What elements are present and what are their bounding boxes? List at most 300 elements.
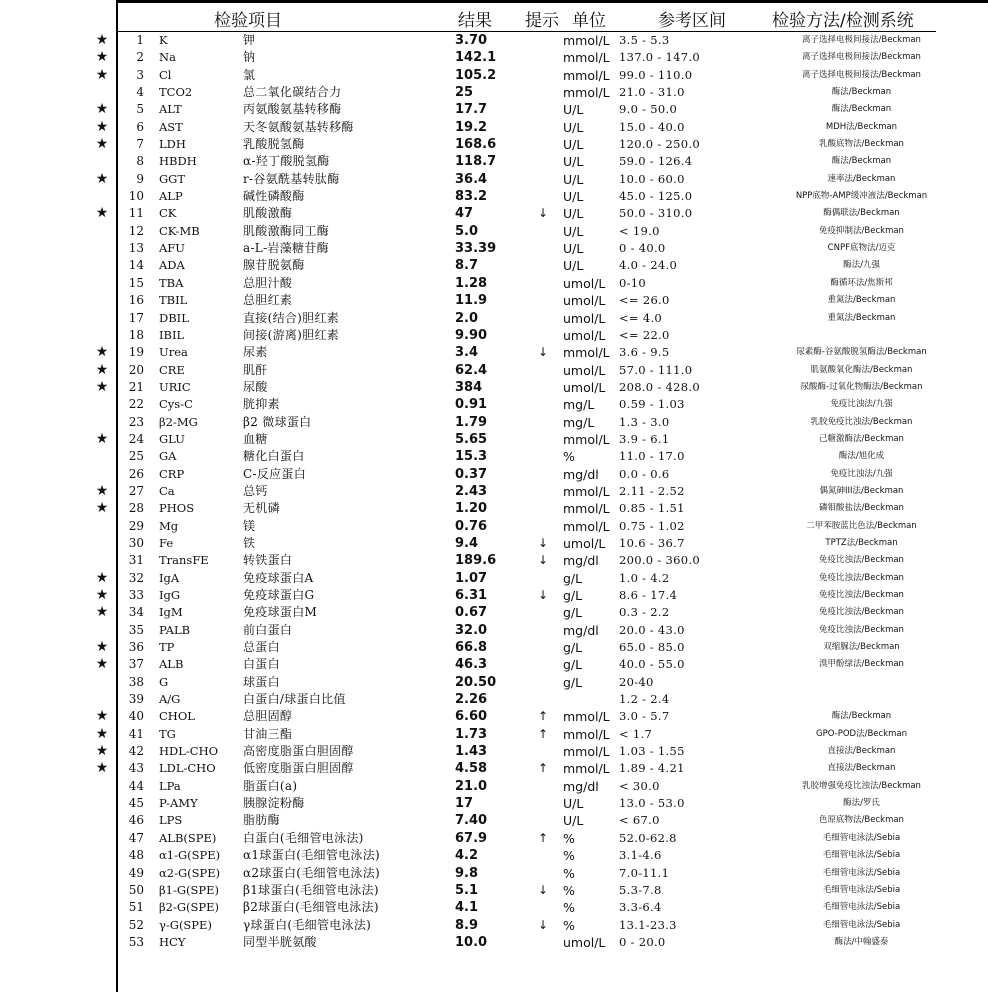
reference-range: 3.0 - 5.7 xyxy=(619,709,670,724)
unit: umol/L xyxy=(563,934,606,950)
table-row xyxy=(0,292,988,309)
row-number: 45 xyxy=(128,796,144,811)
result-value: 1.73 xyxy=(455,726,488,742)
test-code: Mg xyxy=(159,518,179,533)
table-row xyxy=(0,153,988,170)
test-code: HCY xyxy=(159,934,186,949)
test-code: Cl xyxy=(159,67,172,82)
row-number: 20 xyxy=(128,362,144,377)
method: 双缩脲法/Beckman xyxy=(823,642,900,653)
abnormal-flag: ↓ xyxy=(538,535,549,550)
priority-star-icon: ★ xyxy=(95,430,109,447)
table-row xyxy=(0,310,988,327)
test-name: 转铁蛋白 xyxy=(243,553,293,568)
priority-star-icon: ★ xyxy=(95,482,109,499)
unit: % xyxy=(563,449,575,465)
row-number: 1 xyxy=(136,33,144,47)
table-row xyxy=(0,656,988,673)
method: 免疫抑制法/Beckman xyxy=(819,225,904,236)
result-value: 6.31 xyxy=(455,588,488,603)
unit: mg/L xyxy=(563,397,595,413)
abnormal-flag: ↓ xyxy=(538,206,549,221)
priority-star-icon: ★ xyxy=(95,500,109,517)
row-number: 52 xyxy=(128,917,144,932)
method: 酶偶联法/Beckman xyxy=(823,208,900,219)
header-result: 结果 xyxy=(458,11,492,31)
row-number: 19 xyxy=(128,345,144,360)
test-name: 总胆汁酸 xyxy=(243,275,293,290)
result-value: 47 xyxy=(455,206,474,222)
unit: mmol/L xyxy=(563,431,610,447)
method: 肌氨酸氧化酶法/Beckman xyxy=(810,364,913,375)
unit: U/L xyxy=(563,119,584,135)
test-name: 天冬氨酸氨基转移酶 xyxy=(243,119,354,134)
method: 酶法/Beckman xyxy=(831,104,892,115)
reference-range: 3.3-6.4 xyxy=(619,900,662,915)
row-number: 3 xyxy=(136,67,144,82)
test-code: IBIL xyxy=(159,327,185,342)
test-name: r-谷氨酰基转肽酶 xyxy=(243,171,340,186)
method: 酶法/九强 xyxy=(843,260,880,271)
reference-range: 0 - 20.0 xyxy=(619,934,666,949)
reference-range: < 1.7 xyxy=(619,726,653,741)
reference-range: 208.0 - 428.0 xyxy=(619,379,700,394)
unit: U/L xyxy=(563,154,584,170)
row-number: 15 xyxy=(128,275,144,290)
reference-range: < 19.0 xyxy=(619,223,660,238)
abnormal-flag: ↑ xyxy=(538,709,549,724)
reference-range: 15.0 - 40.0 xyxy=(619,119,685,134)
unit: % xyxy=(563,900,575,916)
test-code: LDL-CHO xyxy=(159,761,216,776)
row-number: 7 xyxy=(136,137,144,152)
result-value: 1.43 xyxy=(455,744,488,760)
unit: umol/L xyxy=(563,275,606,291)
priority-star-icon: ★ xyxy=(95,656,109,673)
priority-star-icon: ★ xyxy=(95,101,109,118)
abnormal-flag: ↓ xyxy=(538,588,549,602)
header-method: 检验方法/检测系统 xyxy=(772,11,914,31)
test-name: 脂肪酶 xyxy=(243,813,280,828)
reference-range: 3.9 - 6.1 xyxy=(619,431,670,446)
method: GPO-POD法/Beckman xyxy=(816,728,907,739)
priority-star-icon: ★ xyxy=(95,708,109,725)
table-row xyxy=(0,483,988,500)
row-number: 47 xyxy=(128,830,144,845)
test-code: K xyxy=(159,33,168,47)
row-number: 11 xyxy=(128,206,144,221)
result-value: 168.6 xyxy=(455,137,497,153)
test-name: 总蛋白 xyxy=(243,640,280,655)
test-code: TG xyxy=(159,726,176,741)
unit: umol/L xyxy=(563,362,606,378)
test-code: β2-G(SPE) xyxy=(159,900,220,915)
method: 毛细管电泳法/Sebia xyxy=(822,832,901,843)
test-code: HDL-CHO xyxy=(159,744,219,759)
table-row xyxy=(0,587,988,604)
abnormal-flag: ↑ xyxy=(538,830,549,845)
row-number: 9 xyxy=(136,171,144,186)
test-code: A/G xyxy=(159,692,181,707)
priority-star-icon: ★ xyxy=(95,170,109,187)
row-number: 50 xyxy=(128,882,144,897)
table-row xyxy=(0,379,988,396)
unit: mmol/L xyxy=(563,518,610,534)
test-code: LPa xyxy=(159,778,181,793)
test-code: Cys-C xyxy=(159,397,193,412)
result-value: 0.67 xyxy=(455,605,488,621)
result-value: 6.60 xyxy=(455,709,488,725)
table-row xyxy=(0,205,988,222)
unit: U/L xyxy=(563,796,584,812)
row-number: 29 xyxy=(128,518,144,533)
reference-range: 52.0-62.8 xyxy=(619,830,677,845)
priority-star-icon: ★ xyxy=(95,361,109,378)
result-value: 17.7 xyxy=(455,102,488,118)
method: 免疫比浊法/Beckman xyxy=(819,590,904,600)
abnormal-flag: ↓ xyxy=(538,917,549,932)
test-name: 球蛋白 xyxy=(243,674,280,689)
table-row xyxy=(0,414,988,431)
test-code: GA xyxy=(159,449,177,464)
result-value: 17 xyxy=(455,796,474,812)
row-number: 14 xyxy=(128,258,144,273)
table-row xyxy=(0,847,988,864)
test-code: CK xyxy=(159,206,177,221)
result-value: 0.91 xyxy=(455,397,488,413)
table-row xyxy=(0,830,988,847)
method: 酶法/Beckman xyxy=(831,156,892,167)
test-name: 乳酸脱氢酶 xyxy=(243,137,305,152)
table-row xyxy=(0,101,988,118)
priority-star-icon: ★ xyxy=(95,136,109,153)
row-number: 41 xyxy=(128,726,144,741)
unit: mmol/L xyxy=(563,709,610,725)
unit: umol/L xyxy=(563,293,606,309)
table-row xyxy=(0,396,988,413)
method: 毛细管电泳法/Sebia xyxy=(822,884,901,895)
method: 重氮法/Beckman xyxy=(827,295,896,306)
unit: % xyxy=(563,917,575,933)
unit: mmol/L xyxy=(563,345,610,361)
result-value: 67.9 xyxy=(455,830,488,846)
reference-range: 7.0-11.1 xyxy=(619,865,670,880)
method: 速率法/Beckman xyxy=(827,173,896,184)
unit: % xyxy=(563,882,575,898)
row-number: 51 xyxy=(128,900,144,915)
test-name: 尿酸 xyxy=(243,379,268,394)
test-name: 氯 xyxy=(243,67,256,82)
table-row xyxy=(0,240,988,257)
reference-range: 13.0 - 53.0 xyxy=(619,796,685,811)
result-value: 142.1 xyxy=(455,50,497,66)
test-code: URIC xyxy=(159,379,191,394)
priority-star-icon: ★ xyxy=(95,587,109,603)
result-value: 3.4 xyxy=(455,345,479,361)
method: 直接法/Beckman xyxy=(827,746,896,757)
method: 乳胶免疫比浊法/Beckman xyxy=(810,416,913,427)
unit: U/L xyxy=(563,813,584,829)
table-row xyxy=(0,778,988,795)
result-value: 36.4 xyxy=(455,171,488,187)
test-code: TBA xyxy=(159,275,184,290)
result-value: 2.26 xyxy=(455,692,488,708)
test-code: CK-MB xyxy=(159,223,200,238)
method: 酶法/旭化成 xyxy=(838,451,885,462)
header-hint: 提示 xyxy=(525,11,559,31)
row-number: 28 xyxy=(128,501,144,516)
result-value: 4.2 xyxy=(455,848,479,864)
method: 免疫比浊法/Beckman xyxy=(819,624,904,635)
row-number: 44 xyxy=(128,778,144,793)
unit: U/L xyxy=(563,102,584,118)
method: 免疫比浊法/Beckman xyxy=(819,607,904,618)
test-name: a-L-岩藻糖苷酶 xyxy=(243,241,329,256)
reference-range: 4.0 - 24.0 xyxy=(619,258,678,273)
table-row xyxy=(0,257,988,274)
method: 尿酸酶-过氧化物酶法/Beckman xyxy=(800,381,923,392)
reference-range: 20.0 - 43.0 xyxy=(619,622,685,637)
table-row xyxy=(0,119,988,136)
results-table xyxy=(0,32,988,951)
unit: mg/dl xyxy=(563,622,599,638)
test-code: IgA xyxy=(159,570,180,585)
priority-star-icon: ★ xyxy=(95,743,109,760)
test-name: 总二氧化碳结合力 xyxy=(243,85,342,100)
priority-star-icon: ★ xyxy=(95,118,109,135)
table-row xyxy=(0,431,988,448)
method: 酶法/Beckman xyxy=(831,87,892,98)
table-row xyxy=(0,275,988,292)
header-item: 检验项目 xyxy=(214,11,282,31)
table-row xyxy=(0,362,988,379)
table-row xyxy=(0,743,988,760)
row-number: 5 xyxy=(136,102,144,117)
unit: g/L xyxy=(563,570,583,586)
unit: umol/L xyxy=(563,379,606,395)
test-name: 甘油三酯 xyxy=(243,726,293,741)
test-code: CHOL xyxy=(159,709,195,724)
table-row xyxy=(0,171,988,188)
method: 毛细管电泳法/Sebia xyxy=(822,902,901,913)
test-name: β1球蛋白(毛细管电泳法) xyxy=(243,882,379,897)
row-number: 16 xyxy=(128,293,144,308)
row-number: 49 xyxy=(128,865,144,880)
method: 尿素酶-谷氨酸脱氢酶法/Beckman xyxy=(796,347,927,358)
test-name: 镁 xyxy=(243,518,256,533)
row-number: 43 xyxy=(128,761,144,776)
test-code: GGT xyxy=(159,171,186,186)
unit: g/L xyxy=(563,674,583,690)
test-code: α1-G(SPE) xyxy=(159,848,221,863)
priority-star-icon: ★ xyxy=(95,32,109,48)
method: 溴甲酚绿法/Beckman xyxy=(819,659,904,670)
result-value: 1.79 xyxy=(455,414,488,430)
result-value: 4.1 xyxy=(455,900,479,916)
table-row xyxy=(0,32,988,49)
row-number: 23 xyxy=(128,414,144,429)
test-name: α2球蛋白(毛细管电泳法) xyxy=(243,865,381,880)
reference-range: 11.0 - 17.0 xyxy=(619,449,685,464)
method: 免疫比浊法/Beckman xyxy=(819,555,904,566)
test-name: 总钙 xyxy=(243,483,268,498)
reference-range: 3.6 - 9.5 xyxy=(619,345,670,360)
reference-range: <= 4.0 xyxy=(619,310,663,325)
unit: g/L xyxy=(563,588,583,603)
test-name: 脂蛋白(a) xyxy=(243,778,298,793)
result-value: 5.0 xyxy=(455,223,479,239)
result-value: 5.1 xyxy=(455,882,479,898)
table-row xyxy=(0,67,988,84)
method: 色原底物法/Beckman xyxy=(819,815,904,826)
priority-star-icon: ★ xyxy=(95,760,109,777)
table-row xyxy=(0,136,988,153)
test-code: AFU xyxy=(159,241,185,256)
table-row xyxy=(0,639,988,656)
reference-range: 0.59 - 1.03 xyxy=(619,397,685,412)
priority-star-icon: ★ xyxy=(95,725,109,742)
test-code: β1-G(SPE) xyxy=(159,882,220,897)
unit: g/L xyxy=(563,657,583,673)
table-row xyxy=(0,49,988,66)
test-code: CRP xyxy=(159,466,185,481)
unit: mmol/L xyxy=(563,67,610,83)
abnormal-flag: ↓ xyxy=(538,882,549,897)
result-value: 105.2 xyxy=(455,67,497,83)
test-code: PALB xyxy=(159,622,191,637)
unit: % xyxy=(563,865,575,881)
test-code: Fe xyxy=(159,535,174,550)
test-code: AST xyxy=(159,119,183,134)
result-value: 46.3 xyxy=(455,657,488,673)
row-number: 6 xyxy=(136,119,144,134)
reference-range: 0.75 - 1.02 xyxy=(619,518,685,533)
unit: umol/L xyxy=(563,327,606,343)
result-value: 1.07 xyxy=(455,570,488,586)
reference-range: 10.0 - 60.0 xyxy=(619,171,685,186)
test-name: 腺苷脱氨酶 xyxy=(243,258,305,273)
table-row xyxy=(0,708,988,725)
row-number: 4 xyxy=(136,85,144,100)
test-code: LDH xyxy=(159,137,186,152)
test-code: Na xyxy=(159,50,176,65)
result-value: 2.43 xyxy=(455,483,488,499)
method: 离子选择电极间接法/Beckman xyxy=(802,35,921,45)
method: 磷钼酸盐法/Beckman xyxy=(819,503,904,514)
test-name: 肌酸激酶 xyxy=(243,206,293,221)
reference-range: 0 - 40.0 xyxy=(619,241,666,256)
test-name: C-反应蛋白 xyxy=(243,466,307,481)
test-name: 血糖 xyxy=(243,431,268,446)
abnormal-flag: ↑ xyxy=(538,761,549,776)
table-row xyxy=(0,223,988,240)
method: 毛细管电泳法/Sebia xyxy=(822,850,901,861)
result-value: 32.0 xyxy=(455,622,488,638)
test-name: β2球蛋白(毛细管电泳法) xyxy=(243,900,379,915)
reference-range: 13.1-23.3 xyxy=(619,917,677,932)
result-value: 4.58 xyxy=(455,761,488,777)
test-name: 糖化白蛋白 xyxy=(243,449,305,464)
test-code: ALP xyxy=(159,189,183,204)
test-code: ALB xyxy=(159,657,184,672)
test-name: 胱抑素 xyxy=(243,397,280,412)
test-name: 碱性磷酸酶 xyxy=(243,189,305,204)
test-code: TransFE xyxy=(159,553,209,568)
priority-star-icon: ★ xyxy=(95,66,109,83)
table-row xyxy=(0,500,988,517)
method: 毛细管电泳法/Sebia xyxy=(822,867,901,878)
reference-range: <= 22.0 xyxy=(619,327,670,342)
unit: umol/L xyxy=(563,310,606,326)
unit: U/L xyxy=(563,171,584,187)
reference-range: 0-10 xyxy=(619,275,647,290)
reference-range: 65.0 - 85.0 xyxy=(619,640,685,655)
row-number: 48 xyxy=(128,848,144,863)
reference-range: 20-40 xyxy=(619,674,654,689)
result-value: 2.0 xyxy=(455,310,479,326)
table-row xyxy=(0,882,988,899)
table-row xyxy=(0,795,988,812)
row-number: 21 xyxy=(128,379,144,394)
result-value: 0.76 xyxy=(455,518,488,534)
test-code: DBIL xyxy=(159,310,189,325)
abnormal-flag: ↓ xyxy=(538,553,549,568)
reference-range: 0.0 - 0.6 xyxy=(619,466,670,481)
row-number: 53 xyxy=(128,934,144,949)
row-number: 40 xyxy=(128,709,144,724)
unit: mg/dl xyxy=(563,778,599,794)
result-value: 9.90 xyxy=(455,327,488,343)
test-code: PHOS xyxy=(159,501,195,516)
unit: mmol/L xyxy=(563,761,610,777)
unit: U/L xyxy=(563,137,584,153)
row-number: 46 xyxy=(128,813,144,828)
test-code: ALT xyxy=(159,102,182,117)
reference-range: < 30.0 xyxy=(619,778,660,793)
unit: % xyxy=(563,830,575,846)
priority-star-icon: ★ xyxy=(95,569,109,586)
table-row xyxy=(0,674,988,691)
unit: U/L xyxy=(563,223,584,239)
row-number: 2 xyxy=(136,50,144,65)
result-value: 62.4 xyxy=(455,362,488,378)
reference-range: <= 26.0 xyxy=(619,293,670,308)
result-value: 3.70 xyxy=(455,33,488,48)
test-code: Urea xyxy=(159,345,188,360)
test-code: LPS xyxy=(159,813,183,828)
result-value: 5.65 xyxy=(455,431,488,447)
method: 乳酸底物法/Beckman xyxy=(819,139,904,150)
row-number: 10 xyxy=(128,189,144,204)
test-name: 同型半胱氨酸 xyxy=(243,934,317,949)
priority-star-icon: ★ xyxy=(95,604,109,621)
table-row xyxy=(0,604,988,621)
reference-range: 57.0 - 111.0 xyxy=(619,362,693,377)
reference-range: 8.6 - 17.4 xyxy=(619,588,678,602)
unit: mmol/L xyxy=(563,483,610,499)
test-name: 铁 xyxy=(243,535,256,550)
row-number: 24 xyxy=(128,431,144,446)
reference-range: 10.6 - 36.7 xyxy=(619,535,685,550)
method: 酶循环法/焦斯邦 xyxy=(830,277,893,288)
test-name: 前白蛋白 xyxy=(243,622,293,637)
reference-range: 120.0 - 250.0 xyxy=(619,137,700,152)
method: 酶法/罗氏 xyxy=(843,798,880,809)
method: TPTZ法/Beckman xyxy=(825,537,898,548)
test-name: 钾 xyxy=(243,33,256,47)
reference-range: 59.0 - 126.4 xyxy=(619,154,693,169)
row-number: 34 xyxy=(128,605,144,620)
